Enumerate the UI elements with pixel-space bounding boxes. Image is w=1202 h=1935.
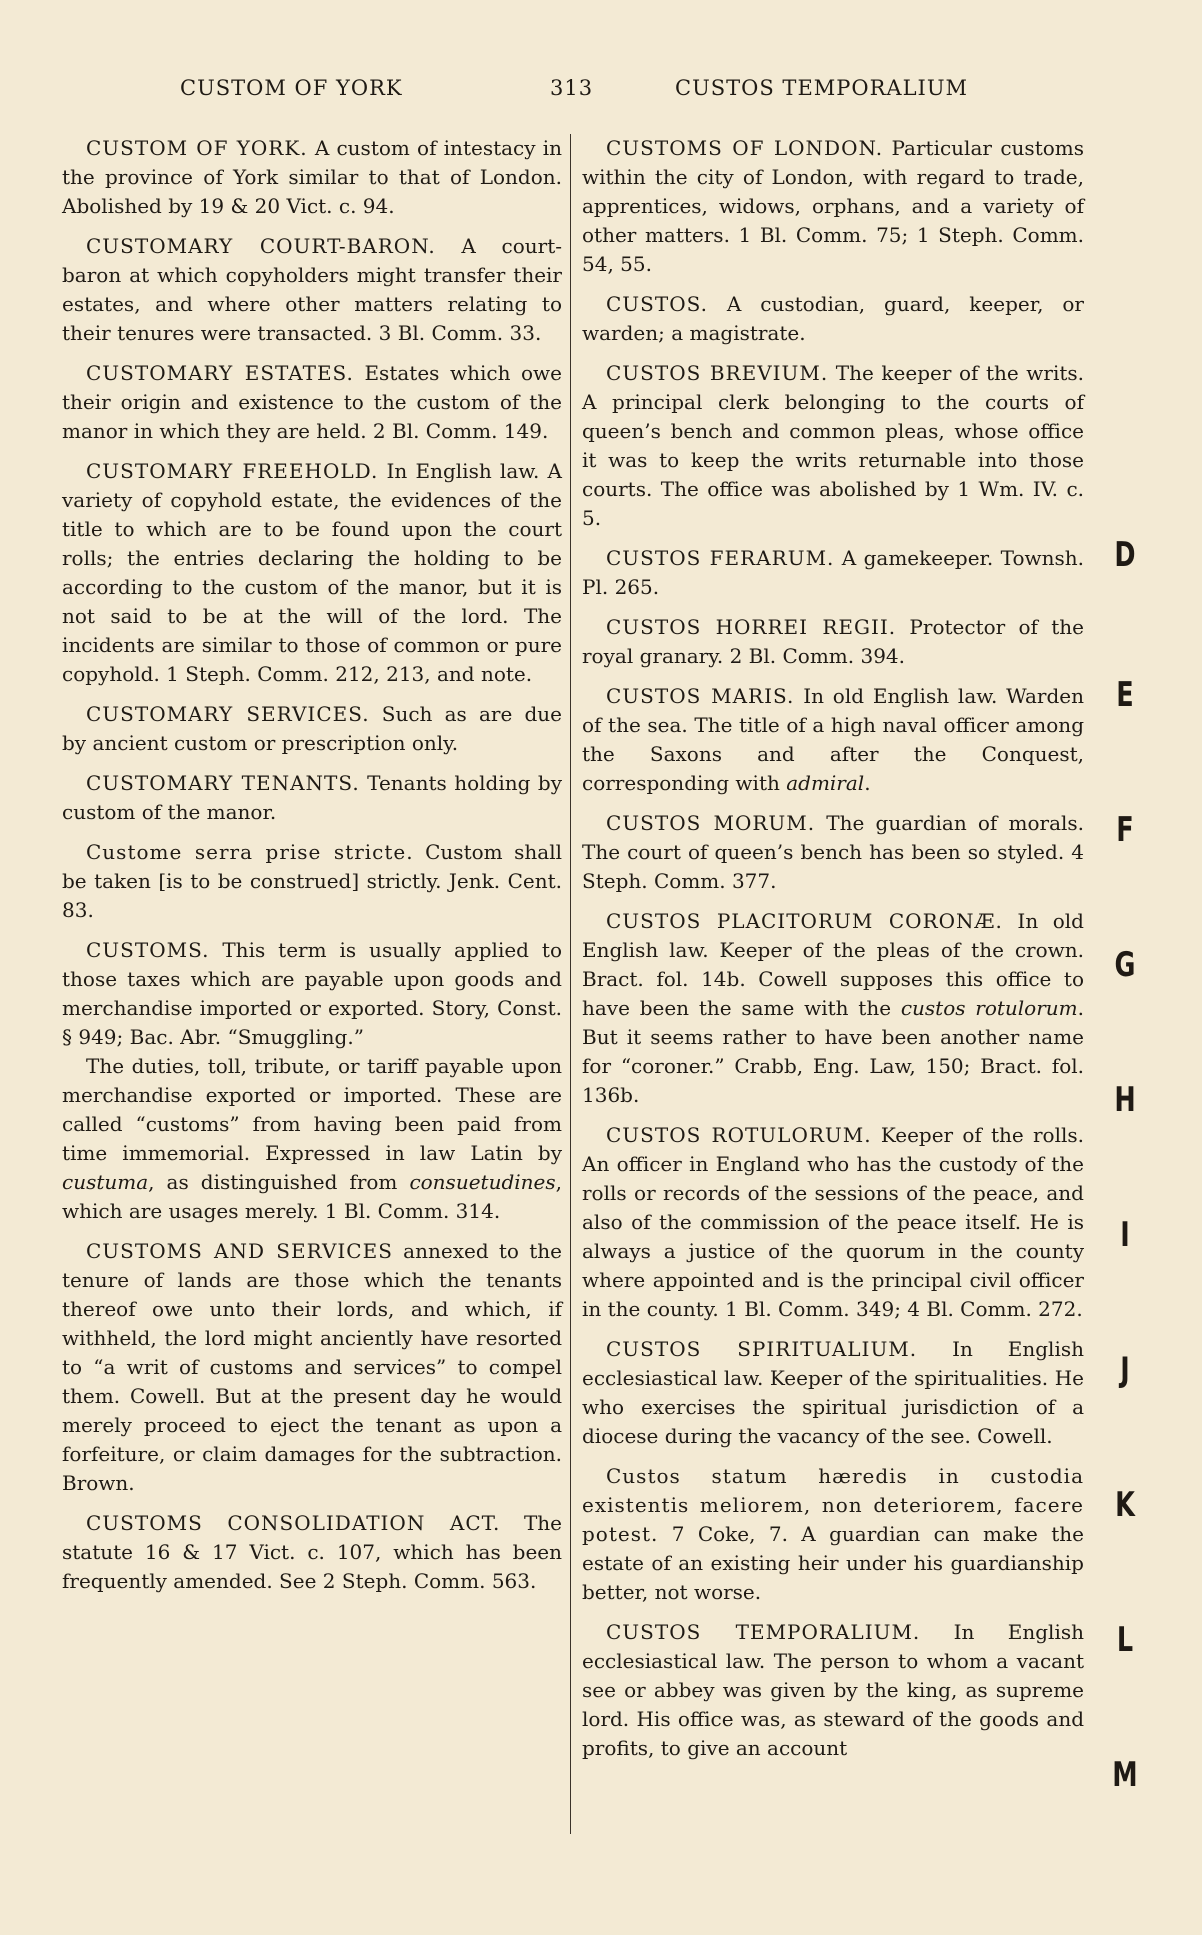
entry-text: A court-baron at which copyholders might transfer their estates, and where other matters relating to their tenures were transacted. 3 Bl. Comm. 33. [62,234,563,345]
thumb-index-letter: H [1114,1080,1136,1120]
entry-text: A gamekeeper. Townsh. Pl. 265. [582,546,1084,599]
entry [582,1121,1084,1324]
entry [582,1335,1084,1451]
entry-text: annexed to the tenure of lands are those which the tenants thereof owe unto their lords, and which, if withheld, the lord might anciently have resorted to “a writ of customs and services” to compel them. Cowell. But at the present day he would merely proceed to eject the tenant as upon a forfeiture, or claim damages for the subtraction. Brown. [62,1239,563,1495]
entry [62,769,562,827]
entry [62,457,562,689]
entry-text: The statute 16 & 17 Vict. c. 107, which has been frequently amended. See 2 Steph. Comm. 563. [62,1511,562,1593]
entry-text: A custodian, guard, keeper, or warden; a magistrate. [582,292,1084,345]
entry [62,232,562,348]
entry-text: Custom shall be taken [is to be construed] strictly. Jenk. Cent. 83. [62,840,562,922]
entry-term: CUSTOMARY FREEHOLD. [86,459,379,483]
entry-text: In English ecclesiastical law. Keeper of the spiritualities. He who exercises the spiritual jurisdiction of a diocese during the vacancy of the see. Cowell. [582,1337,1084,1448]
entry [582,544,1084,602]
entry-text: The keeper of the writs. A principal clerk belonging to the courts of queen’s bench and common pleas, whose office it was to keep the writs returnable into those courts. The office was abolished by 1 Wm. IV. c. 5. [582,361,1085,530]
entry [62,838,562,925]
entry-term: CUSTOS. [606,292,708,316]
entry [62,700,562,758]
entry [582,1618,1084,1763]
thumb-index-letter: K [1115,1485,1135,1525]
entry-text: Keeper of the rolls. An officer in England who has the custody of the rolls or records of the sessions of the peace, and also of the commission of the peace itself. He is always a justice of the quorum in the county where appointed and is the principal civil officer in the county. 1 Bl. Comm. 349; 4 Bl. Comm. 272. [582,1123,1085,1321]
entry-term: Custos statum hæredis in custodia existentis meliorem, non deteriorem, facere potest. [582,1464,1084,1546]
thumb-index-letter: I [1120,1215,1130,1255]
entry-term: CUSTOS MORUM. [606,811,816,835]
thumb-index [1105,0,1145,1935]
entry [582,613,1084,671]
column-divider [570,134,571,1834]
thumb-index-letter: F [1116,810,1134,850]
entry-term: CUSTOMS CONSOLIDATION ACT. [86,1511,501,1535]
entry-continuation: The duties, toll, tribute, or tariff payable upon merchandise exported or imported. These are called “customs” from having been paid from time immemorial. Expressed in law Latin by custuma, as distinguished from consuetudines, which are usages merely. 1 Bl. Comm. 314. [62,1054,562,1223]
entry-custos-maris: CUSTOS MARIS. In old English law. Warden of the sea. The title of a high naval officer among the Saxons and after the Conquest, corresponding with admiral. [582,684,1084,795]
entry-text: Particular customs within the city of London, with regard to trade, apprentices, widows, orphans, and a variety of other matters. 1 Bl. Comm. 75; 1 Steph. Comm. 54, 55. [582,136,1085,276]
entry-text: Protector of the royal granary. 2 Bl. Comm. 394. [582,615,1084,668]
entry [62,1509,562,1596]
thumb-index-letter: E [1116,675,1134,715]
entry-text: Estates which owe their origin and existence to the custom of the manor in which they are held. 2 Bl. Comm. 149. [62,361,562,443]
thumb-index-letter: D [1114,535,1136,575]
entry [582,134,1084,279]
left-column [62,134,562,1607]
entry-term: CUSTOM OF YORK. [86,136,308,160]
entry-term: CUSTOS MARIS. [606,684,795,708]
entry-term: CUSTOMS OF LONDON. [606,136,884,160]
entry-custos-placitorum: CUSTOS PLACITORUM CORONÆ. In old English law. Keeper of the pleas of the crown. Bract. fol. 14b. Cowell supposes this office to have been the same with the custos rotulorum. But it seems rather to have been another name for “coroner.” Crabb, Eng. Law, 150; Bract. fol. 136b. [582,909,1084,1107]
entry-custos-morum [582,809,1084,896]
right-column [582,134,1084,1774]
entry-text: In English law. A variety of copyhold estate, the evidences of the title to which are to be found upon the court rolls; the entries declaring the holding to be according to the custom of the manor, but it is not said to be at the will of the lord. The incidents are similar to those of common or pure copyhold. 1 Steph. Comm. 212, 213, and note. [62,459,562,686]
thumb-index-letter: L [1116,1620,1134,1660]
entry-term: CUSTOS ROTULORUM. [606,1123,872,1147]
entry-text: Tenants holding by custom of the manor. [62,771,563,824]
entry-term: CUSTOS SPIRITUALIUM. [606,1337,918,1361]
entry-term: CUSTOMARY ESTATES. [86,361,354,385]
thumb-index-letter: J [1120,1350,1130,1390]
header-left-guide-word: CUSTOM OF YORK [180,76,403,100]
entry-term: CUSTOMARY SERVICES. [86,702,370,726]
entry-term: CUSTOS PLACITORUM CORONÆ. [606,909,1003,933]
entry-text: The guardian of morals. The court of queen’s bench has been so styled. 4 Steph. Comm. 377. [582,811,1085,893]
entry [62,359,562,446]
entry [582,290,1084,348]
entry-term: CUSTOS HORREI REGII. [606,615,897,639]
running-header [60,76,1100,106]
entry [582,1462,1084,1607]
entry-text: 7 Coke, 7. A guardian can make the estate of an existing heir under his guardianship better, not worse. [582,1522,1084,1604]
entry-term: Custome serra prise stricte. [86,840,414,864]
entry-term: CUSTOS BREVIUM. [606,361,829,385]
entry-customs [62,936,562,1226]
entry-term: CUSTOS TEMPORALIUM. [606,1620,921,1644]
entry [62,1237,562,1498]
entry-term: CUSTOMS. [86,938,210,962]
entry-term: CUSTOMARY TENANTS. [86,771,360,795]
entry-term: CUSTOS FERARUM. [606,546,835,570]
entry [62,134,562,221]
entry-text: In English ecclesiastical law. The person to whom a vacant see or abbey was given by the king, as supreme lord. His office was, as steward of the goods and profits, to give an account [582,1620,1084,1760]
entry-text: This term is usually applied to those taxes which are payable upon goods and merchandise imported or exported. Story, Const. § 949; Bac. Abr. “Smuggling.” [62,938,562,1049]
header-right-guide-word: CUSTOS TEMPORALIUM [675,76,969,100]
thumb-index-letter: M [1112,1755,1138,1795]
entry-text: Such as are due by ancient custom or prescription only. [62,702,563,755]
page-number: 313 [550,76,594,100]
thumb-index-letter: G [1114,945,1136,985]
entry-term: CUSTOMARY COURT-BARON. [86,234,436,258]
entry-term: CUSTOMS AND SERVICES [86,1239,393,1263]
entry [582,359,1084,533]
entry-text: A custom of intestacy in the province of York similar to that of London. Abolished by 19 & 20 Vict. c. 94. [62,136,562,218]
